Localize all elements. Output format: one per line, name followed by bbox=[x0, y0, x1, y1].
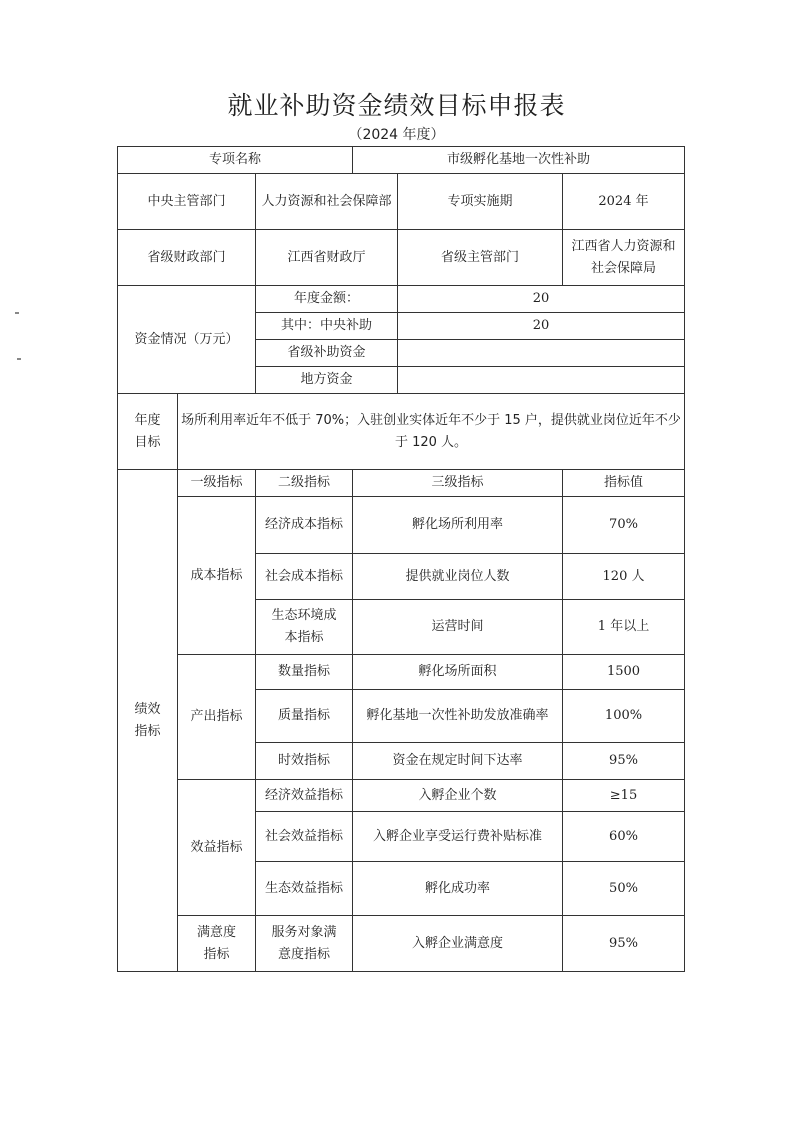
table-row bbox=[118, 470, 685, 497]
funds-row-label: 省级补助资金 bbox=[256, 340, 398, 367]
level3-cell: 孵化成功率 bbox=[353, 862, 563, 916]
table-row bbox=[118, 286, 685, 313]
value-cell: 95% bbox=[563, 743, 685, 780]
funds-row-value: 20 bbox=[398, 313, 685, 340]
level3-cell: 运营时间 bbox=[353, 600, 563, 655]
level3-cell: 入孵企业个数 bbox=[353, 780, 563, 812]
table-row bbox=[118, 230, 685, 286]
prov-finance-value: 江西省财政厅 bbox=[256, 230, 398, 286]
level1-cell: 满意度指标 bbox=[178, 916, 256, 972]
performance-target-table bbox=[117, 146, 685, 972]
scan-speck bbox=[15, 312, 19, 314]
scan-speck bbox=[17, 358, 21, 360]
level2-cell: 生态环境成本指标 bbox=[256, 600, 353, 655]
funds-row-value: 20 bbox=[398, 286, 685, 313]
table-row bbox=[118, 394, 685, 470]
level3-cell: 资金在规定时间下达率 bbox=[353, 743, 563, 780]
level3-cell: 入孵企业满意度 bbox=[353, 916, 563, 972]
level3-cell: 孵化场所面积 bbox=[353, 655, 563, 690]
level2-cell: 数量指标 bbox=[256, 655, 353, 690]
page-title: 就业补助资金绩效目标申报表 bbox=[227, 91, 566, 120]
annual-goal-text: 场所利用率近年不低于 70%；入驻创业实体近年不少于 15 户，提供就业岗位近年不少于 120 人。 bbox=[178, 394, 685, 470]
value-cell: ≥15 bbox=[563, 780, 685, 812]
level3-cell: 孵化基地一次性补助发放准确率 bbox=[353, 690, 563, 743]
page-subtitle: （2024 年度） bbox=[348, 127, 445, 143]
level3-cell: 提供就业岗位人数 bbox=[353, 554, 563, 600]
funds-row-label: 年度金额： bbox=[256, 286, 398, 313]
prov-dept-label: 省级主管部门 bbox=[398, 230, 563, 286]
level2-cell: 社会效益指标 bbox=[256, 812, 353, 862]
value-cell: 1500 bbox=[563, 655, 685, 690]
prov-finance-label: 省级财政部门 bbox=[118, 230, 256, 286]
funds-row-label: 其中：中央补助 bbox=[256, 313, 398, 340]
funds-row-label: 地方资金 bbox=[256, 367, 398, 394]
table-row bbox=[118, 916, 685, 972]
period-label: 专项实施期 bbox=[398, 174, 563, 230]
table-row bbox=[118, 174, 685, 230]
table-row bbox=[118, 147, 685, 174]
level2-cell: 社会成本指标 bbox=[256, 554, 353, 600]
central-dept-value: 人力资源和社会保障部 bbox=[256, 174, 398, 230]
level2-cell: 时效指标 bbox=[256, 743, 353, 780]
level2-cell: 经济成本指标 bbox=[256, 497, 353, 554]
value-cell: 70% bbox=[563, 497, 685, 554]
value-cell: 120 人 bbox=[563, 554, 685, 600]
table-row bbox=[118, 780, 685, 812]
funds-row-value bbox=[398, 367, 685, 394]
value-cell: 1 年以上 bbox=[563, 600, 685, 655]
funds-label: 资金情况（万元） bbox=[118, 286, 256, 394]
table-row bbox=[118, 655, 685, 690]
level1-cell: 成本指标 bbox=[178, 497, 256, 655]
value-cell: 50% bbox=[563, 862, 685, 916]
table-row bbox=[118, 497, 685, 554]
level1-cell: 效益指标 bbox=[178, 780, 256, 916]
level3-cell: 入孵企业享受运行费补贴标准 bbox=[353, 812, 563, 862]
value-cell: 60% bbox=[563, 812, 685, 862]
performance-label: 绩效指标 bbox=[118, 470, 178, 972]
col-header-level1: 一级指标 bbox=[178, 470, 256, 497]
project-name-label: 专项名称 bbox=[118, 147, 353, 174]
project-name-value: 市级孵化基地一次性补助 bbox=[353, 147, 685, 174]
funds-row-value bbox=[398, 340, 685, 367]
level2-cell: 服务对象满意度指标 bbox=[256, 916, 353, 972]
prov-dept-value: 江西省人力资源和社会保障局 bbox=[563, 230, 685, 286]
annual-goal-label: 年度目标 bbox=[118, 394, 178, 470]
col-header-value: 指标值 bbox=[563, 470, 685, 497]
col-header-level2: 二级指标 bbox=[256, 470, 353, 497]
level1-cell: 产出指标 bbox=[178, 655, 256, 780]
level2-cell: 生态效益指标 bbox=[256, 862, 353, 916]
level3-cell: 孵化场所利用率 bbox=[353, 497, 563, 554]
period-value: 2024 年 bbox=[563, 174, 685, 230]
value-cell: 100% bbox=[563, 690, 685, 743]
col-header-level3: 三级指标 bbox=[353, 470, 563, 497]
value-cell: 95% bbox=[563, 916, 685, 972]
central-dept-label: 中央主管部门 bbox=[118, 174, 256, 230]
level2-cell: 质量指标 bbox=[256, 690, 353, 743]
level2-cell: 经济效益指标 bbox=[256, 780, 353, 812]
